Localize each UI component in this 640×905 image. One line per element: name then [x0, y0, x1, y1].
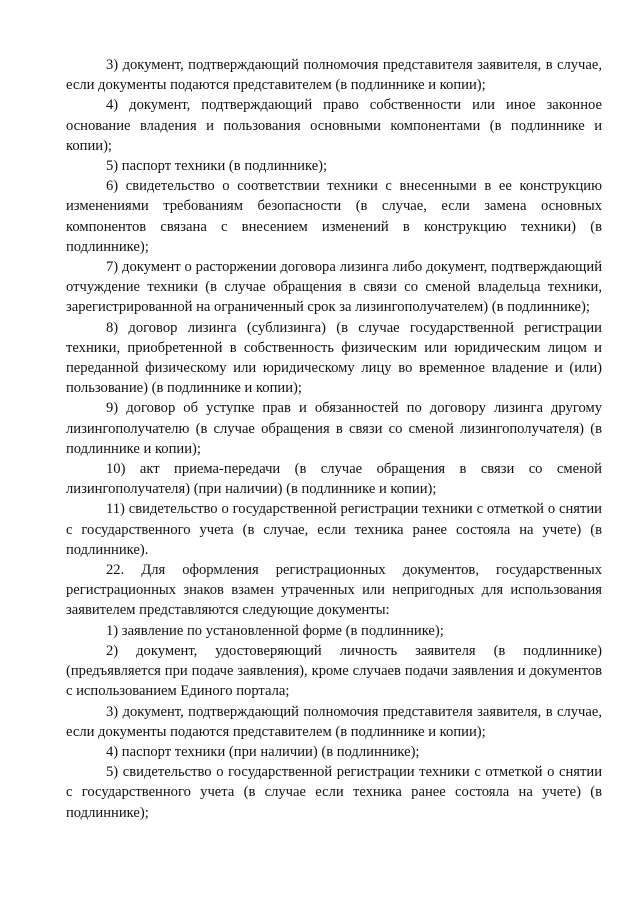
list-item-4-ownership-document: 4) документ, подтверждающий право собственности или иное законное основание владения и пользования основными компонентами (в подлиннике и копии); [66, 97, 602, 154]
list-item-6-conformity-certificate: 6) свидетельство о соответствии техники с внесенными в ее конструкцию изменениями требованиям безопасности (в случае, если замена основных компонентов связана с внесением изменений в конструкцию техники) (в подлиннике); [66, 178, 602, 255]
list-item-8-leasing-contract: 8) договор лизинга (сублизинга) (в случае государственной регистрации техники, приобретенной в собственность физическим или юридическим лицом и переданной физическому или юридическому лицу во временное владение и (или) пользование) (в подлиннике и копии); [66, 319, 602, 397]
list-item-3-representative-document-b: 3) документ, подтверждающий полномочия представителя заявителя, в случае, если документы подаются представителем (в подлиннике и копии); [66, 703, 602, 740]
list-item-1-application: 1) заявление по установленной форме (в подлиннике); [106, 622, 444, 639]
list-item-11-registration-certificate: 11) свидетельство о государственной регистрации техники с отметкой о снятии с государственного учета (в случае, если техника ранее состояла на учете) (в подлиннике). [66, 501, 602, 558]
list-item-3-representative-document: 3) документ, подтверждающий полномочия представителя заявителя, в случае, если документы подаются представителем (в подлиннике и копии); [66, 57, 602, 94]
section-22-heading: 22. Для оформления регистрационных документов, государственных регистрационных знаков взамен утраченных или непригодных для использования заявителем представляются следующие документы: [66, 562, 602, 619]
list-item-9-assignment-contract: 9) договор об уступке прав и обязанностей по договору лизинга другому лизингополучателю (в случае обращения в связи со сменой лизингополучателя) (в подлиннике и копии); [66, 400, 602, 457]
list-item-5-equipment-passport: 5) паспорт техники (в подлиннике); [106, 158, 328, 175]
list-item-10-transfer-act: 10) акт приема-передачи (в случае обращения в связи со сменой лизингополучателя) (при наличии) (в подлиннике и копии); [66, 461, 602, 498]
list-item-5-registration-certificate-b: 5) свидетельство о государственной регистрации техники с отметкой о снятии с государственного учета (в случае если техника ранее состояла на учете) (в подлиннике); [66, 764, 602, 821]
list-item-4-equipment-passport-b: 4) паспорт техники (при наличии) (в подлиннике); [106, 743, 420, 760]
document-page [66, 55, 602, 823]
list-item-2-identity-document: 2) документ, удостоверяющий личность заявителя (в подлиннике) (предъявляется при подаче заявления), кроме случаев подачи заявления и документов с использованием Единого портала; [66, 642, 602, 700]
list-item-7-leasing-termination: 7) документ о расторжении договора лизинга либо документ, подтверждающий отчуждение техники (в случае обращения в связи со сменой владельца техники, зарегистрированной на ограниченный срок за лизингополучателем) (в подлиннике); [66, 259, 602, 316]
